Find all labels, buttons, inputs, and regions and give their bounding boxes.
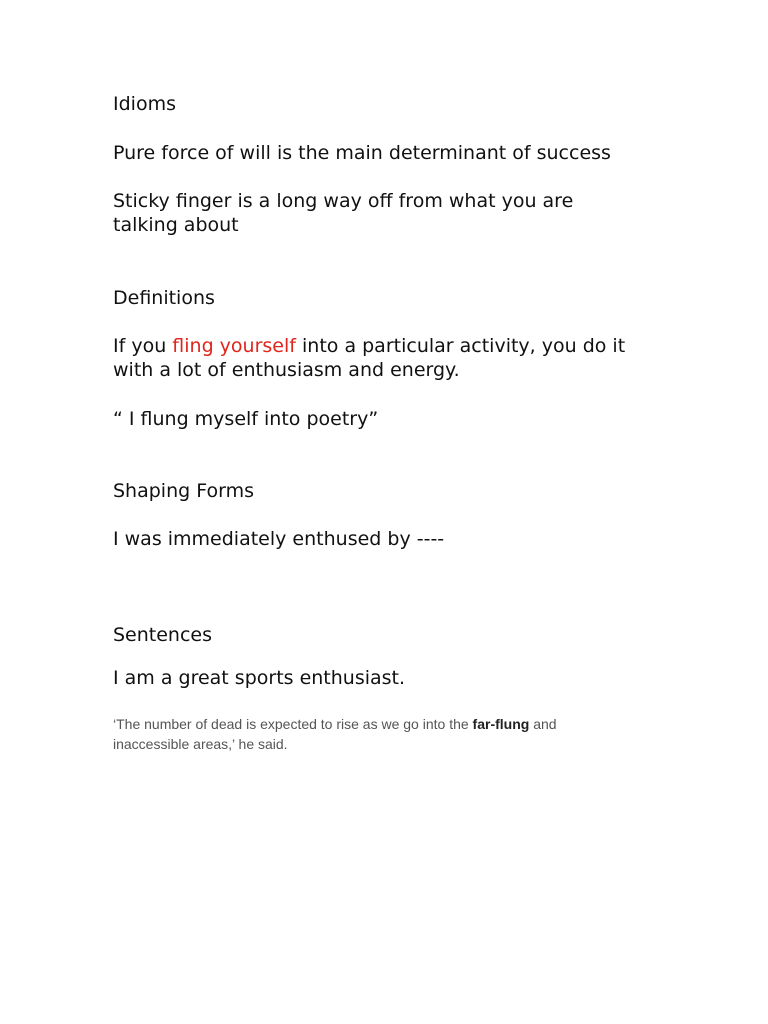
definitions-heading: Definitions bbox=[113, 287, 215, 309]
sentence-quote-line-2: inaccessible areas,’ he said. bbox=[113, 736, 288, 752]
idiom-line-2a: Sticky finger is a long way off from what you are bbox=[113, 190, 574, 212]
definition-post: into a particular activity, you do it bbox=[295, 335, 626, 357]
quote-post: and bbox=[529, 716, 557, 732]
idiom-line-1: Pure force of will is the main determinant of success bbox=[113, 142, 611, 164]
quote-bold: far-flung bbox=[472, 716, 530, 732]
definition-line-2: with a lot of enthusiasm and energy. bbox=[113, 359, 460, 381]
definition-example: “ I flung myself into poetry” bbox=[113, 408, 379, 430]
sentence-line-1: I am a great sports enthusiast. bbox=[113, 667, 406, 689]
sentence-quote-line-1 bbox=[113, 714, 557, 734]
quote-pre: ‘The number of dead is expected to rise as we go into the bbox=[113, 716, 473, 732]
sentences-heading: Sentences bbox=[113, 624, 213, 646]
idiom-line-2b: talking about bbox=[113, 214, 239, 236]
idioms-heading: Idioms bbox=[113, 93, 176, 115]
shaping-forms-line-1: I was immediately enthused by ---- bbox=[113, 528, 445, 550]
definition-pre: If you bbox=[113, 335, 173, 357]
definition-line-1 bbox=[113, 334, 625, 358]
definition-highlight: fling yourself bbox=[172, 335, 296, 357]
shaping-forms-heading: Shaping Forms bbox=[113, 480, 254, 502]
